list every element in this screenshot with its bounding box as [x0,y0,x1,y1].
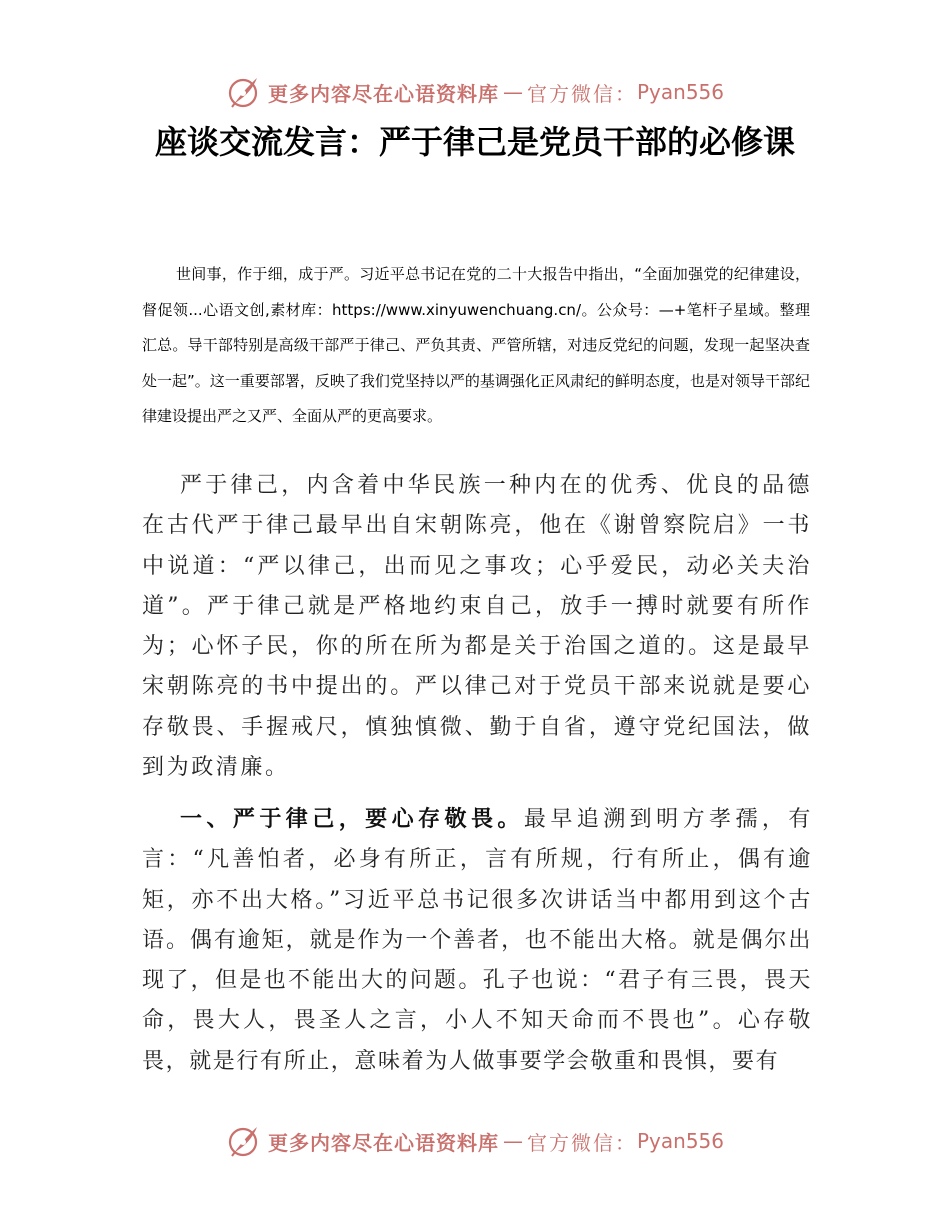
banner-sub-text: 官方微信： [526,1130,637,1155]
header-banner [0,72,950,112]
banner-separator: — [502,80,523,104]
banner-main-text: 更多内容尽在心语资料库 [267,1130,499,1155]
section-body: 最早追溯到明方孝孺，有言：“凡善怕者，必身有所正，言有所规，行有所止，偶有逾矩，亦不出大格。”习近平总书记很多次讲话当中都用到这个古语。偶有逾矩，就是作为一个善者，也不能出大格。就是偶尔出现了，但是也不能出大的问题。孔子也说：“君子有三畏，畏天命，畏大人，畏圣人之言，小人不知天命而不畏也”。心存敬畏，就是行有所止，意味着为人做事要学会敬重和畏惧，要有 [142,807,812,1074]
section-heading: 一、严于律己，要心存敬畏。 [180,806,524,832]
banner-wechat-id: Pyan556 [636,80,724,104]
body-paragraph: 严于律己，内含着中华民族一种内在的优秀、优良的品德在古代严于律己最早出自宋朝陈亮，他在《谢曾察院启》一书中说道：“严以律己，出而见之事攻；心乎爱民，动必关夫治道”。严于律己就是严格地约束自己，放手一搏时就要有所作为；心怀子民，你的所在所为都是关于治国之道的。这是最早宋朝陈亮的书中提出的。严以律己对于党员干部来说就是要心存敬畏、手握戒尺，慎独慎微、勤于自省，遵守党纪国法，做到为政清廉。 [142,473,812,781]
document-title: 座谈交流发言：严于律己是党员干部的必修课 [154,123,795,161]
quill-pen-logo-icon [226,74,262,110]
intro-paragraph: 世间事，作于细，成于严。习近平总书记在党的二十大报告中指出，“全面加强党的纪律建设，督促领...心语文创,素材库：https://www.xinyuwenchuang.cn/。公众号：—+笔杆子星域。整理汇总。导干部特别是高级干部严于律己、严负其责、严管所辖，对违反党纪的问题，发现一起坚决查处一起”。这一重要部署，反映了我们党坚持以严的基调强化正风肃纪的鲜明态度，也是对领导干部纪律建设提出严之又严、全面从严的更高要求。 [142,265,810,425]
banner-separator: — [502,1129,523,1153]
banner-main-text: 更多内容尽在心语资料库 [267,81,499,106]
footer-banner [0,1121,950,1161]
banner-sub-text: 官方微信： [526,81,637,106]
quill-pen-logo-icon [226,1123,262,1159]
section-paragraph [142,799,812,1082]
banner-wechat-id: Pyan556 [636,1129,724,1153]
